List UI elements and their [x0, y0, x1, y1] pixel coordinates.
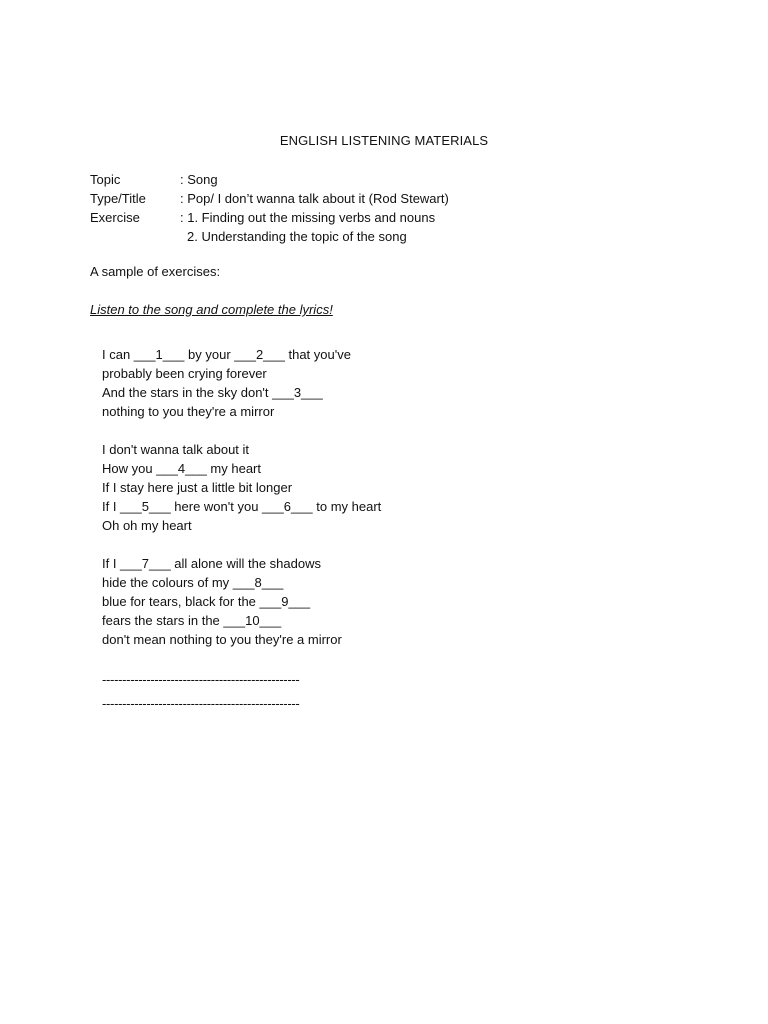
meta-key: Type/Title — [90, 191, 146, 206]
lyric-line: And the stars in the sky don't ___3___ — [102, 385, 323, 400]
lyric-line: Oh oh my heart — [102, 518, 192, 533]
lyrics-block — [102, 345, 381, 668]
lyric-line: hide the colours of my ___8___ — [102, 575, 284, 590]
lyric-line: If I ___5___ here won't you ___6___ to my heart — [102, 499, 382, 514]
meta-row-exercise — [90, 208, 449, 227]
meta-key: Topic — [90, 172, 121, 187]
lyric-line: fears the stars in the ___10___ — [102, 613, 282, 628]
document-title: ENGLISH LISTENING MATERIALS — [279, 133, 489, 148]
lyric-line: I can ___1___ by your ___2___ that you've — [102, 347, 351, 362]
sample-heading: A sample of exercises: — [90, 264, 221, 279]
lyric-line: How you ___4___ my heart — [102, 461, 261, 476]
lyric-line: blue for tears, black for the ___9___ — [102, 594, 311, 609]
stanza-3 — [102, 554, 381, 649]
stanza-2 — [102, 440, 381, 535]
meta-row-continuation — [90, 227, 449, 246]
instruction-text: Listen to the song and complete the lyrics! — [90, 302, 333, 317]
lyric-line: nothing to you they're a mirror — [102, 404, 275, 419]
lyric-line: don't mean nothing to you they're a mirror — [102, 632, 342, 647]
stanza-1 — [102, 345, 381, 421]
meta-key: Exercise — [90, 210, 140, 225]
meta-value: 2. Understanding the topic of the song — [187, 229, 407, 244]
lyric-line: I don't wanna talk about it — [102, 442, 250, 457]
meta-value: : Pop/ I don’t wanna talk about it (Rod Stewart) — [180, 191, 449, 206]
meta-value: : 1. Finding out the missing verbs and nouns — [180, 210, 436, 225]
meta-row-type-title — [90, 189, 449, 208]
lyric-line: probably been crying forever — [102, 366, 267, 381]
dash-line: ------------------------------------------------- — [102, 672, 300, 687]
meta-block — [90, 170, 449, 246]
dash-lines — [102, 668, 299, 716]
dash-line: ------------------------------------------------- — [102, 696, 300, 711]
lyric-line: If I ___7___ all alone will the shadows — [102, 556, 321, 571]
lyric-line: If I stay here just a little bit longer — [102, 480, 293, 495]
meta-value: : Song — [180, 172, 218, 187]
meta-row-topic — [90, 170, 449, 189]
